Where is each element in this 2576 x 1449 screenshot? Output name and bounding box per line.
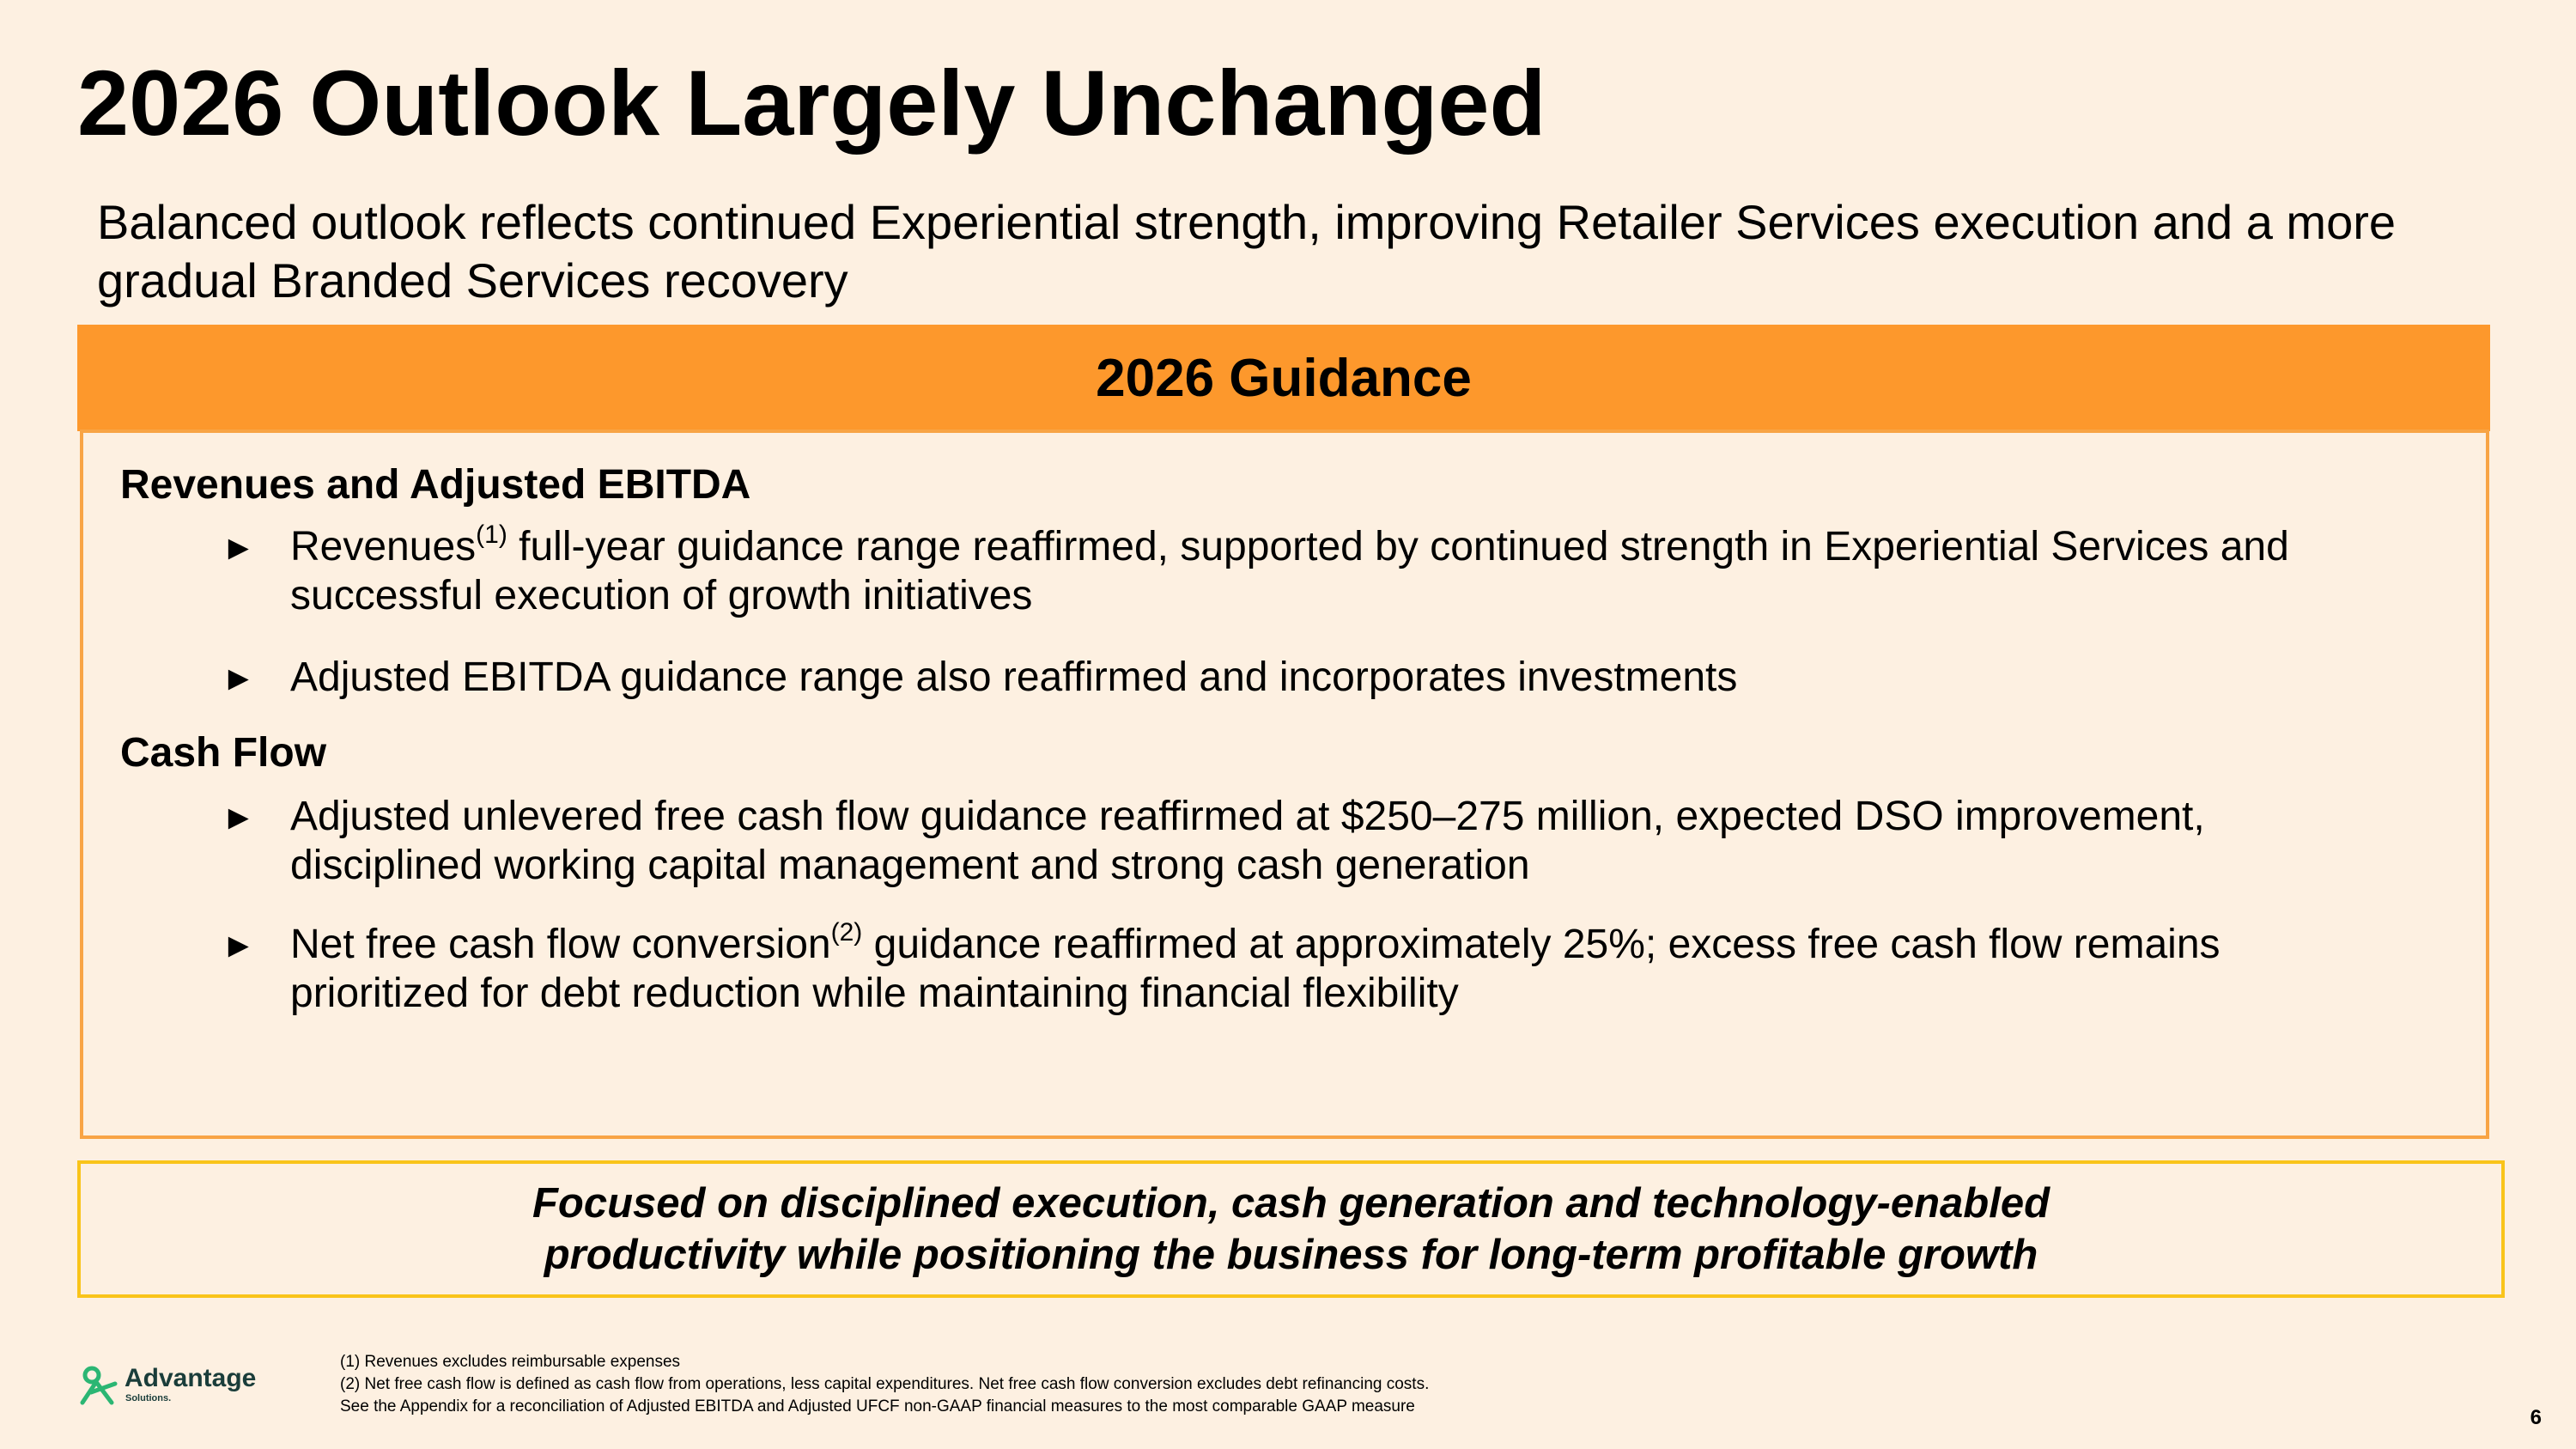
- bullet-revenues: [222, 522, 2403, 620]
- bullet-arrow-icon: ►: [222, 927, 256, 965]
- bullet-arrow-icon: ►: [222, 799, 256, 837]
- footnotes: [340, 1351, 2315, 1418]
- focus-line-2: productivity while positioning the business for long-term profitable growth: [544, 1232, 2038, 1278]
- footnote-ref: (2): [830, 918, 863, 947]
- bullet-text: [290, 792, 2403, 890]
- advantage-logo-icon: [77, 1365, 118, 1406]
- page-subtitle: Balanced outlook reflects continued Experiential strength, improving Retailer Services execution and a more gradual Branded Services recovery: [97, 195, 2397, 307]
- bullet-text-rest: guidance reaffirmed at approximately 25%; excess free cash flow remains prioritized for debt reduction while maintaining financial flexibility: [290, 922, 2221, 1016]
- footnote-1: (1) Revenues excludes reimbursable expenses: [340, 1353, 681, 1371]
- bullet-net-fcf-conversion: [222, 920, 2403, 1018]
- bullet-unlevered-fcf: [222, 792, 2403, 890]
- footnote-ref: (1): [476, 521, 507, 549]
- focus-statement-box: [77, 1160, 2505, 1298]
- bullet-text-main: Revenues: [290, 524, 477, 569]
- logo-wordmark: Advantage: [125, 1364, 257, 1392]
- company-logo: [77, 1365, 283, 1409]
- logo-subtext: Solutions.: [125, 1393, 172, 1403]
- footnote-2: (2) Net free cash flow is defined as cash flow from operations, less capital expenditures. Net free cash flow conversion excludes debt refinancing costs.: [340, 1375, 1430, 1393]
- page-number: 6: [2530, 1406, 2542, 1429]
- bullet-text: [290, 522, 2403, 620]
- bullet-adjusted-ebitda: [222, 653, 2403, 702]
- section-title-cash-flow: Cash Flow: [120, 730, 327, 776]
- bullet-text: [290, 920, 2403, 1018]
- guidance-header: [77, 325, 2490, 431]
- bullet-text: [290, 653, 2403, 702]
- page-title: 2026 Outlook Largely Unchanged: [77, 51, 1546, 155]
- bullet-text-main: Adjusted unlevered free cash flow guidance reaffirmed at $250–275 million, expected DSO improvement, disciplined working capital management and strong cash generation: [290, 794, 2205, 888]
- bullet-text-main: Net free cash flow conversion: [290, 922, 831, 967]
- guidance-header-label: 2026 Guidance: [1096, 348, 1472, 408]
- section-title-revenues: Revenues and Adjusted EBITDA: [120, 462, 751, 508]
- bullet-arrow-icon: ►: [222, 660, 256, 697]
- bullet-text-main: Adjusted EBITDA guidance range also reaffirmed and incorporates investments: [290, 654, 1738, 700]
- footnote-appendix: See the Appendix for a reconciliation of Adjusted EBITDA and Adjusted UFCF non-GAAP financial measures to the most comparable GAAP measure: [340, 1397, 1415, 1416]
- bullet-arrow-icon: ►: [222, 529, 256, 567]
- bullet-text-rest: full-year guidance range reaffirmed, supported by continued strength in Experiential Services and successful execution of growth initiatives: [290, 524, 2289, 618]
- focus-line-1: Focused on disciplined execution, cash generation and technology-enabled: [532, 1180, 2050, 1227]
